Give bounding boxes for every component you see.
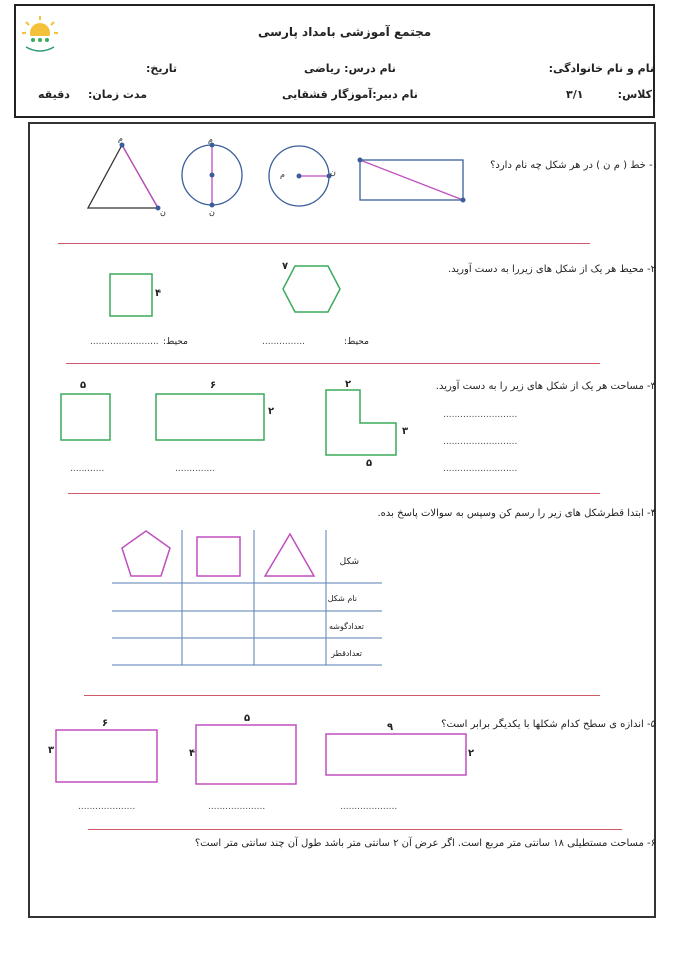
- q1-circle-label-n: ن: [330, 168, 336, 177]
- q5-r2-top: ۵: [244, 713, 251, 724]
- school-name: مجتمع آموزشی بامداد پارسی: [258, 25, 432, 39]
- q3-answer-line-1[interactable]: ..........................: [443, 410, 518, 420]
- q3-l-top: ۲: [345, 379, 352, 390]
- q3-rect-side: ۲: [268, 406, 275, 417]
- q4-triangle-figure: [265, 534, 314, 576]
- q3-square-figure: [61, 394, 110, 440]
- q2-hexagon-figure: [283, 266, 340, 312]
- q1-triangle-label-n: ن: [160, 208, 166, 217]
- q2-perimeter-label-2: محیط:: [163, 337, 188, 347]
- q5-text: ۵- اندازه ی سطح کدام شکلها با یکدیگر برابر است؟: [441, 719, 656, 730]
- date-label: تاریخ:: [146, 62, 178, 75]
- q3-rect-top: ۶: [210, 380, 217, 391]
- q1-triangle-figure: [88, 143, 161, 211]
- q5-rectangle-2: [196, 725, 296, 784]
- q2-perimeter-answer-1[interactable]: ...............: [262, 337, 305, 347]
- q1-circle-diameter-figure: [182, 143, 242, 208]
- q2-text: ۲- محیط هر یک از شکل های زیررا به دست آورید.: [447, 264, 656, 275]
- q3-text: ۳- مساحت هر یک از شکل های زیر را به دست آورید.: [435, 381, 656, 392]
- q3-answer-line-3[interactable]: ..........................: [443, 464, 518, 474]
- q5-r3-top: ۶: [102, 718, 109, 729]
- q3-answer-line-2[interactable]: ..........................: [443, 437, 518, 447]
- q4-row-corners: تعدادگوشه: [328, 622, 364, 631]
- q3-rectangle-figure: [156, 394, 264, 440]
- q3-square-top: ۵: [80, 380, 87, 391]
- q3-l-right: ۳: [402, 426, 409, 437]
- q2-square-side: ۴: [155, 288, 162, 299]
- q4-row-shape: شکل: [339, 557, 359, 567]
- separator-4: [84, 695, 600, 696]
- q1-text: ۱- خط ( م ن ) در هر شکل چه نام دارد؟: [490, 160, 658, 171]
- q5-r1-top: ۹: [387, 722, 394, 733]
- q1-diameter-label-m: م: [208, 135, 213, 144]
- duration-unit: دقیقه: [38, 88, 70, 101]
- q4-row-diagonals: تعدادقطر: [331, 649, 362, 658]
- q3-answer-square[interactable]: ............: [70, 464, 105, 474]
- q4-square-figure: [197, 537, 240, 576]
- class-label: کلاس:: [617, 88, 652, 101]
- q2-perimeter-answer-2[interactable]: ........................: [90, 337, 159, 347]
- class-value: ۳/۱: [566, 88, 584, 101]
- subject-label: نام درس: ریاضی: [304, 62, 396, 75]
- q1-circle-label-m: م: [280, 170, 285, 179]
- q5-rectangle-3: [56, 730, 157, 782]
- q4-text: ۴- ابتدا قطرشکل های زیر را رسم کن وسپس به سوالات پاسخ بده.: [377, 508, 656, 519]
- separator-2: [66, 363, 600, 364]
- q2-hexagon-side: ۷: [282, 261, 289, 272]
- q4-row-name: نام شکل: [327, 594, 357, 603]
- separator-5: [88, 829, 622, 830]
- teacher-label: نام دبیر:آموزگار قشقایی: [282, 88, 418, 101]
- q1-triangle-label-m: م: [118, 134, 123, 143]
- q5-r2-side: ۴: [189, 748, 196, 759]
- q4-pentagon-figure: [122, 531, 170, 576]
- separator-3: [68, 493, 600, 494]
- q5-r3-side: ۳: [48, 745, 55, 756]
- duration-label: مدت زمان:: [88, 88, 148, 101]
- q3-l-bottom: ۵: [366, 458, 373, 469]
- q5-answer-3[interactable]: ....................: [78, 802, 136, 812]
- separator-1: [58, 243, 590, 244]
- q3-answer-rect[interactable]: ..............: [175, 464, 216, 474]
- q1-diameter-label-n: ن: [209, 208, 215, 217]
- q2-perimeter-label-1: محیط:: [344, 337, 369, 347]
- q5-answer-2[interactable]: ....................: [208, 802, 266, 812]
- q5-answer-1[interactable]: ....................: [340, 802, 398, 812]
- q3-l-shape-figure: [326, 390, 396, 455]
- q1-rectangle-figure: [358, 158, 466, 203]
- q5-r1-side: ۲: [468, 748, 475, 759]
- q1-circle-radius-figure: [269, 146, 332, 206]
- q6-text: ۶- مساحت مستطیلی ۱۸ سانتی متر مربع است. اگر عرض آن ۲ سانتی متر باشد طول آن چند سانتی متر است؟: [194, 838, 656, 849]
- q2-square-figure: [110, 274, 152, 316]
- q5-rectangle-1: [326, 734, 466, 775]
- student-name-label: نام و نام خانوادگی:: [548, 62, 654, 75]
